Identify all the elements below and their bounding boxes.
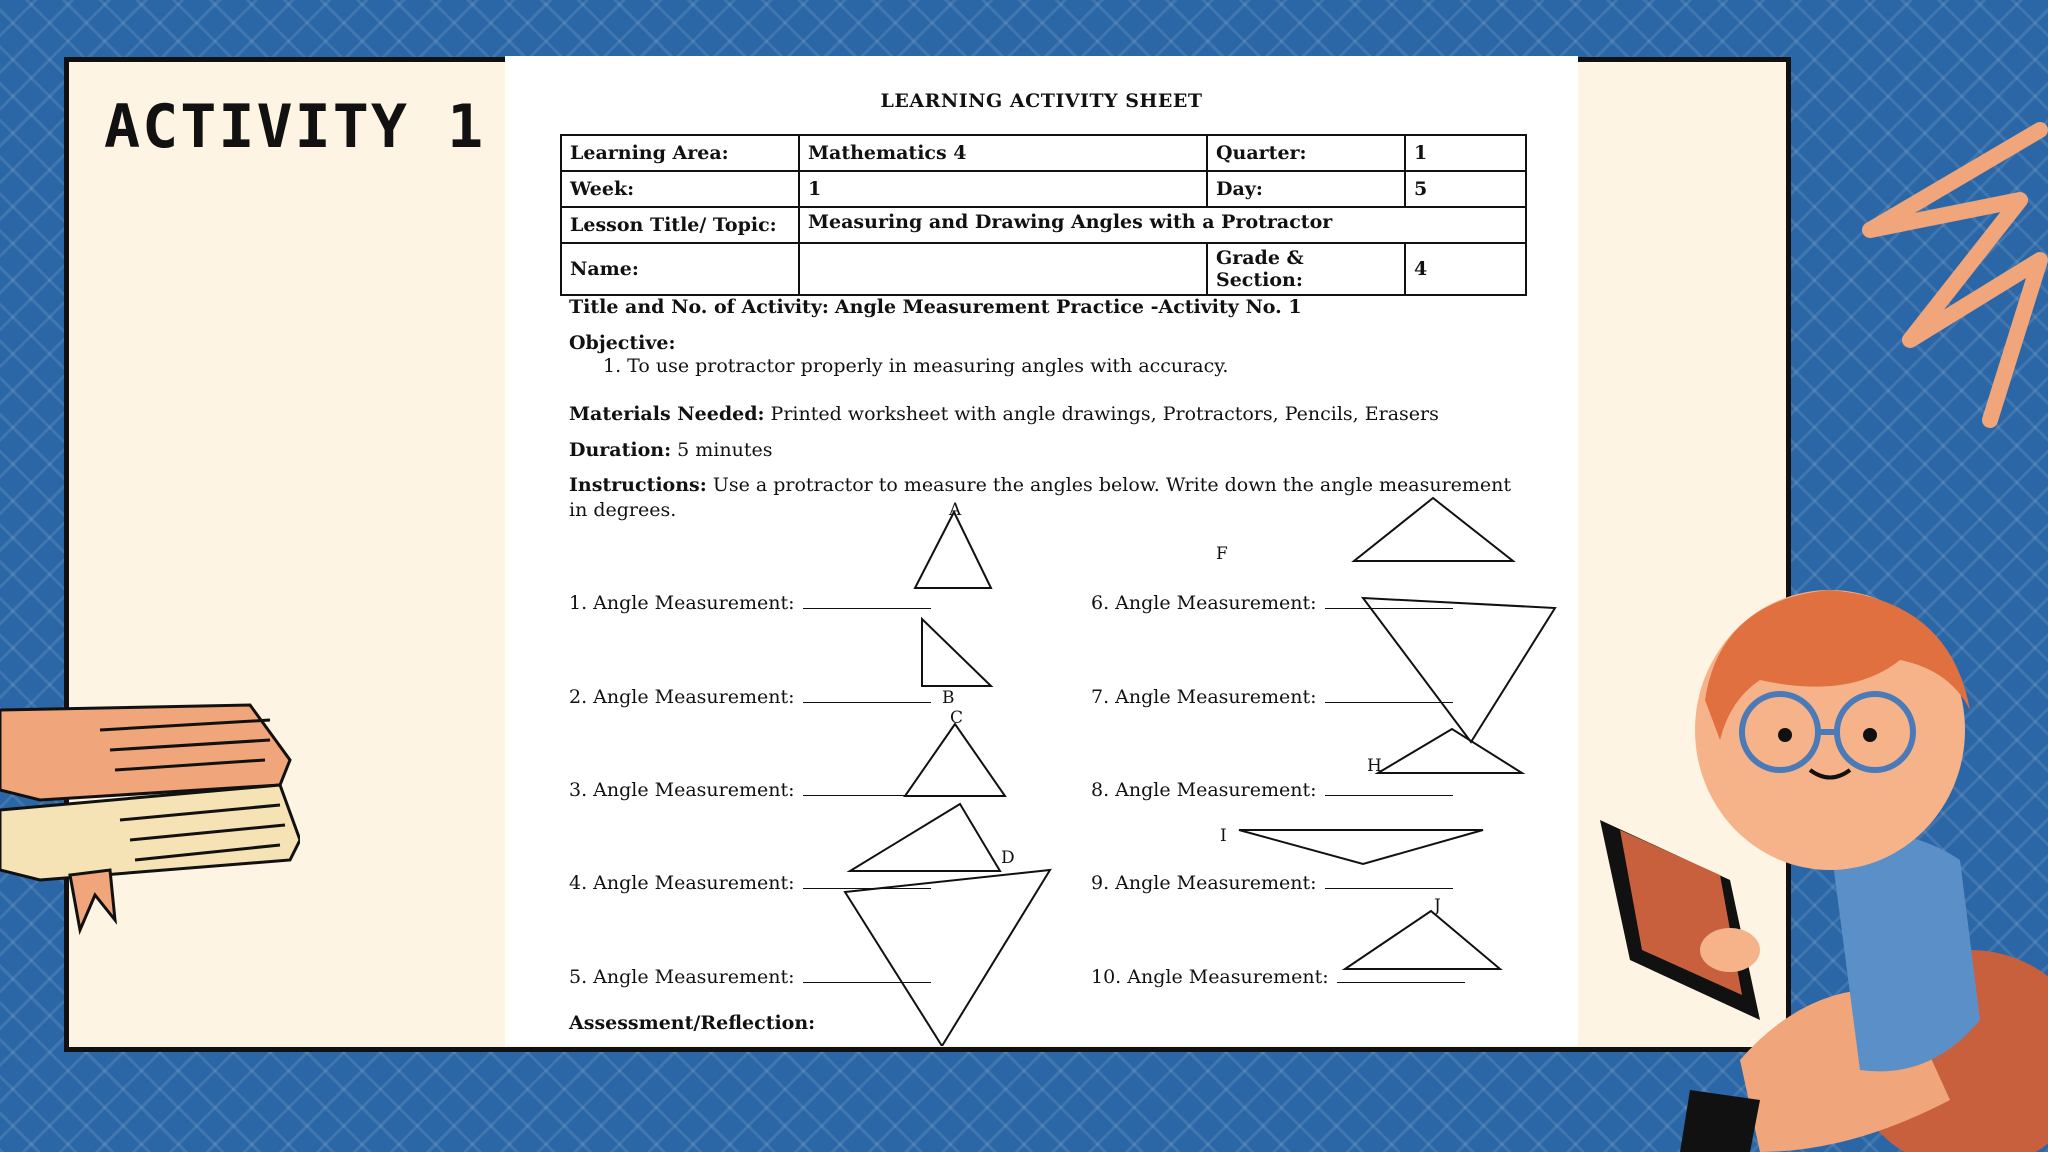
question-6-label: 6. Angle Measurement: <box>1091 592 1317 614</box>
sheet-heading: LEARNING ACTIVITY SHEET <box>880 90 1203 112</box>
lesson-value: Measuring and Drawing Angles with a Protractor <box>799 207 1526 243</box>
learning-area-value: Mathematics 4 <box>799 135 1207 171</box>
vertex-label-i: I <box>1220 826 1227 846</box>
question-5-label: 5. Angle Measurement: <box>569 966 795 988</box>
grade-label: Grade & Section: <box>1207 243 1405 295</box>
vertex-label-h: H <box>1367 756 1382 776</box>
question-10-label: 10. Angle Measurement: <box>1091 966 1329 988</box>
triangle-b <box>922 619 991 686</box>
assessment-label: Assessment/Reflection: <box>569 1012 816 1034</box>
question-7-label: 7. Angle Measurement: <box>1091 686 1317 708</box>
question-1-label: 1. Angle Measurement: <box>569 592 795 614</box>
angle-drawings <box>505 56 1578 1046</box>
week-label: Week: <box>561 171 799 207</box>
day-value: 5 <box>1405 171 1526 207</box>
materials-value: Printed worksheet with angle drawings, Protractors, Pencils, Erasers <box>770 403 1439 425</box>
lesson-label: Lesson Title/ Topic: <box>561 207 799 243</box>
week-value: 1 <box>799 171 1207 207</box>
question-4-label: 4. Angle Measurement: <box>569 872 795 894</box>
question-3-label: 3. Angle Measurement: <box>569 779 795 801</box>
day-label: Day: <box>1207 171 1405 207</box>
duration-label: Duration: <box>569 439 672 461</box>
materials-label: Materials Needed: <box>569 403 765 425</box>
quarter-label: Quarter: <box>1207 135 1405 171</box>
vertex-label-j: J <box>1434 896 1441 916</box>
duration-value: 5 minutes <box>677 439 773 461</box>
question-9-label: 9. Angle Measurement: <box>1091 872 1317 894</box>
orange-squiggle-decoration <box>1850 110 2048 440</box>
reading-child-illustration <box>1430 540 2048 1152</box>
books-illustration <box>0 690 300 940</box>
grade-value: 4 <box>1405 243 1526 295</box>
instructions-line-2: in degrees. <box>569 499 677 521</box>
slide-title: ACTIVITY 1 <box>104 92 486 162</box>
vertex-label-b: B <box>942 688 955 708</box>
triangle-e <box>845 870 1050 1046</box>
vertex-label-f: F <box>1216 544 1228 564</box>
objective-label: Objective: <box>569 332 676 354</box>
learning-area-label: Learning Area: <box>561 135 799 171</box>
activity-title-label: Title and No. of Activity: <box>569 296 829 318</box>
activity-title-value: Angle Measurement Practice -Activity No. 1 <box>834 296 1302 318</box>
instructions-text: Use a protractor to measure the angles below. Write down the angle measurement <box>712 474 1512 496</box>
vertex-label-d: D <box>1001 848 1015 868</box>
triangle-d <box>850 804 1000 871</box>
vertex-label-a: A <box>949 500 962 520</box>
question-2-label: 2. Angle Measurement: <box>569 686 795 708</box>
instructions-label: Instructions: <box>569 474 707 496</box>
vertex-label-c: C <box>950 708 964 728</box>
learning-activity-sheet <box>505 56 1578 1046</box>
triangle-a <box>915 512 991 588</box>
quarter-value: 1 <box>1405 135 1526 171</box>
name-label: Name: <box>561 243 799 295</box>
objective-item: 1. To use protractor properly in measuring angles with accuracy. <box>603 355 1229 377</box>
question-8-label: 8. Angle Measurement: <box>1091 779 1317 801</box>
triangle-c <box>905 724 1005 796</box>
